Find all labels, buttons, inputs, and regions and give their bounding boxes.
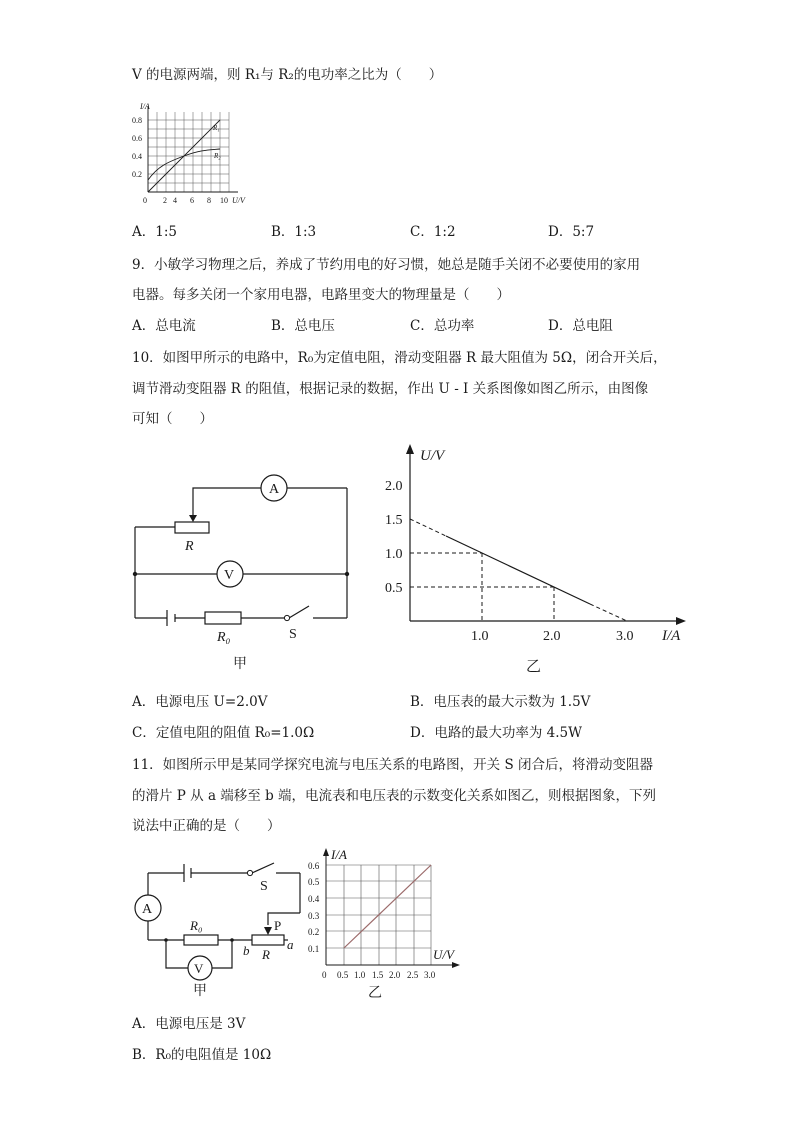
x-tick: 0.5: [337, 970, 349, 980]
q10-line-1: 10．如图甲所示的电路中，R₀为定值电阻，滑动变阻器 R 最大阻值为 5Ω，闭合开关后，: [132, 350, 667, 366]
q8-option-a[interactable]: A．1:5: [132, 224, 177, 240]
x-tick: 2.0: [543, 629, 561, 644]
x-tick: 2.5: [407, 970, 419, 980]
y-axis-label: I/A: [140, 102, 150, 111]
q10-option-c[interactable]: C．定值电阻的阻值 R₀=1.0Ω: [132, 725, 315, 741]
x-tick: 4: [173, 196, 177, 205]
x-tick: 2.0: [389, 970, 401, 980]
switch-contact: [284, 615, 289, 620]
switch-contact: [247, 870, 252, 875]
q8-option-b[interactable]: B．1:3: [271, 224, 317, 240]
q10-option-d[interactable]: D．电路的最大功率为 4.5W: [410, 725, 582, 741]
y-axis-arrow-icon: [323, 848, 329, 856]
x-tick: 10: [220, 196, 228, 205]
resistor-label: R₀: [217, 630, 231, 645]
q10-line-3: 可知（ ）: [132, 411, 213, 427]
y-tick: 0.2: [308, 927, 320, 937]
q10-option-b[interactable]: B．电压表的最大示数为 1.5V: [410, 694, 591, 710]
voltmeter-label: V: [224, 568, 235, 583]
q9-line-2: 电器。每多关闭一个家用电器，电路里变大的物理量是（ ）: [132, 287, 510, 303]
y-tick: 0.2: [132, 170, 142, 179]
y-tick: 0.3: [308, 911, 320, 921]
y-tick: 0.4: [308, 894, 320, 904]
q8-text: V 的电源两端，则 R₁与 R₂的电功率之比为（ ）: [132, 67, 443, 83]
voltmeter-label: V: [194, 961, 204, 976]
y-tick: 0.8: [132, 116, 142, 125]
y-tick: 1.5: [385, 513, 403, 528]
q10-circuit: [125, 468, 365, 678]
y-axis-label: I/A: [331, 847, 347, 862]
x-axis-label: U/V: [232, 196, 245, 205]
y-tick: 0.6: [308, 861, 320, 871]
r2-label: R₂: [214, 152, 221, 160]
q9-line-1: 9．小敏学习物理之后，养成了节约用电的好习惯，她总是随手关闭不必要使用的家用: [132, 257, 641, 273]
q9-option-b[interactable]: B．总电压: [271, 318, 335, 334]
junction-dot: [230, 938, 234, 942]
q10-ui-graph: [380, 440, 700, 678]
slider-arrow-icon: [189, 515, 197, 522]
y-tick: 0.5: [308, 877, 320, 887]
circuit-caption: 甲: [193, 984, 207, 999]
y-tick: 0.6: [132, 134, 142, 143]
q11-circuit: [130, 855, 310, 1005]
x-tick: 1.0: [354, 970, 366, 980]
switch-label: S: [289, 627, 297, 642]
q9-option-d[interactable]: D．总电阻: [548, 318, 613, 334]
q11-option-a[interactable]: A．电源电压是 3V: [132, 1016, 246, 1032]
junction-dot: [345, 572, 349, 576]
q10-option-a[interactable]: A．电源电压 U=2.0V: [132, 694, 268, 710]
y-tick: 2.0: [385, 479, 403, 494]
resistor-r0: [184, 935, 218, 945]
x-tick: 0: [143, 196, 147, 205]
q11-iu-graph: [305, 845, 475, 1005]
x-tick: 2: [163, 196, 167, 205]
x-tick: 1.5: [372, 970, 384, 980]
x-tick: 3.0: [424, 970, 436, 980]
slider-arrow-icon: [264, 927, 272, 935]
y-axis-arrow-icon: [406, 444, 414, 454]
circuit-caption: 甲: [233, 657, 247, 672]
x-tick: 0: [322, 970, 327, 980]
resistor-label: R₀: [190, 918, 203, 933]
q10-line-2: 调节滑动变阻器 R 的阻值，根据记录的数据，作出 U - I 关系图像如图乙所示，由图像: [132, 381, 649, 397]
junction-dot: [133, 572, 137, 576]
ammeter-label: A: [269, 482, 280, 497]
rheostat-label: R: [262, 947, 270, 962]
i-u-line: [344, 865, 431, 948]
x-tick: 1.0: [471, 629, 489, 644]
y-tick: 1.0: [385, 547, 403, 562]
q8-option-c[interactable]: C．1:2: [410, 224, 456, 240]
resistor-r0: [205, 612, 241, 624]
u-i-line: [446, 536, 590, 604]
q9-option-a[interactable]: A．总电流: [132, 318, 196, 334]
y-tick: 0.4: [132, 152, 142, 161]
q11-line-1: 11．如图所示甲是某同学探究电流与电压关系的电路图，开关 S 闭合后，将滑动变阻器: [132, 757, 654, 773]
junction-dot: [164, 938, 168, 942]
x-axis-label: U/V: [433, 947, 454, 962]
switch-label: S: [260, 879, 268, 894]
x-tick: 8: [207, 196, 211, 205]
y-tick: 0.5: [385, 581, 403, 596]
q8-option-d[interactable]: D．5:7: [548, 224, 595, 240]
q11-line-3: 说法中正确的是（ ）: [132, 818, 281, 834]
end-b-label: b: [243, 943, 250, 958]
slider-label: P: [274, 918, 282, 933]
rheostat-r: [175, 522, 209, 533]
ammeter-label: A: [142, 902, 153, 917]
q9-option-c[interactable]: C．总功率: [410, 318, 475, 334]
graph-caption: 乙: [368, 986, 382, 1001]
end-a-label: a: [287, 937, 294, 952]
q11-line-2: 的滑片 P 从 a 端移至 b 端，电流表和电压表的示数变化关系如图乙，则根据图象，下列: [132, 788, 657, 804]
y-tick: 0.1: [308, 944, 320, 954]
rheostat-r: [252, 935, 284, 945]
x-tick: 3.0: [616, 629, 634, 644]
graph-caption: 乙: [526, 659, 542, 675]
q11-option-b[interactable]: B．R₀的电阻值是 10Ω: [132, 1047, 272, 1063]
y-axis-label: U/V: [420, 448, 445, 464]
x-axis-arrow-icon: [676, 617, 686, 625]
q8-iu-graph: [128, 100, 258, 210]
r1-label: R₁: [213, 124, 220, 132]
x-axis-arrow-icon: [452, 962, 460, 968]
x-axis-label: I/A: [662, 628, 681, 644]
rheostat-label: R: [185, 539, 194, 554]
x-tick: 6: [190, 196, 194, 205]
